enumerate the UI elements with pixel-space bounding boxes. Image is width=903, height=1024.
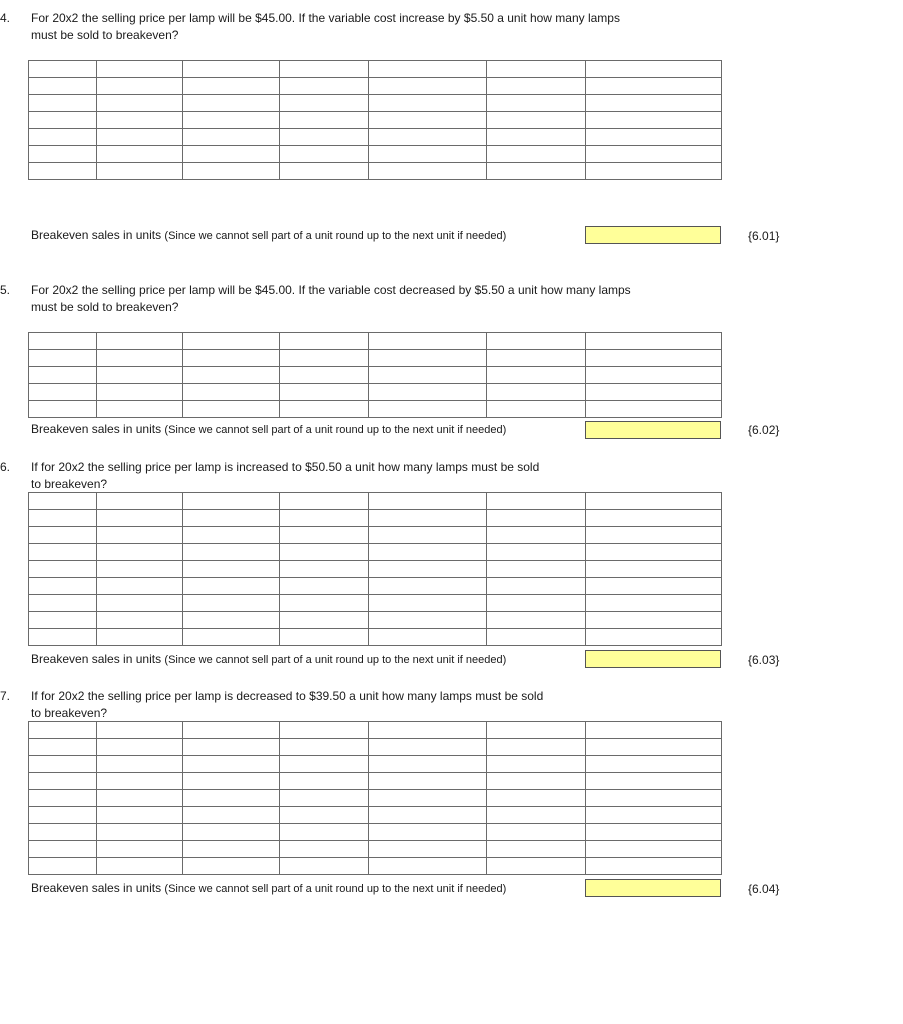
grid-cell[interactable] (29, 595, 97, 612)
grid-row (29, 350, 722, 367)
grid-cell[interactable] (586, 841, 722, 858)
grid-row (29, 146, 722, 163)
grid-cell[interactable] (29, 510, 97, 527)
grid-cell[interactable] (280, 773, 369, 790)
grid-cell[interactable] (183, 350, 280, 367)
grid-cell[interactable] (29, 95, 97, 112)
grid-cell[interactable] (97, 807, 183, 824)
grid-cell[interactable] (280, 367, 369, 384)
answer-cell[interactable] (585, 650, 721, 668)
reference-code: {6.02} (748, 423, 780, 437)
grid-cell[interactable] (183, 78, 280, 95)
grid-cell[interactable] (586, 629, 722, 646)
grid-cell[interactable] (29, 773, 97, 790)
grid-cell[interactable] (487, 595, 586, 612)
breakeven-note: (Since we cannot sell part of a unit round up to the next unit if needed) (164, 883, 507, 895)
grid-row (29, 112, 722, 129)
grid-cell[interactable] (183, 367, 280, 384)
grid-cell[interactable] (97, 129, 183, 146)
work-grid[interactable] (28, 721, 722, 875)
grid-cell[interactable] (183, 384, 280, 401)
grid-cell[interactable] (487, 739, 586, 756)
question-line: must be sold to breakeven? (31, 28, 179, 42)
grid-cell[interactable] (369, 510, 487, 527)
grid-cell[interactable] (97, 790, 183, 807)
breakeven-label (31, 228, 506, 244)
grid-cell[interactable] (487, 722, 586, 739)
grid-cell[interactable] (183, 510, 280, 527)
grid-cell[interactable] (29, 858, 97, 875)
question-line: to breakeven? (31, 477, 108, 491)
grid-cell[interactable] (487, 367, 586, 384)
grid-cell[interactable] (183, 527, 280, 544)
grid-cell[interactable] (586, 493, 722, 510)
question-number: 7. (0, 689, 11, 703)
grid-cell[interactable] (183, 841, 280, 858)
grid-cell[interactable] (586, 807, 722, 824)
grid-cell[interactable] (183, 561, 280, 578)
grid-cell[interactable] (369, 773, 487, 790)
grid-cell[interactable] (586, 367, 722, 384)
grid-row (29, 401, 722, 418)
grid-row (29, 824, 722, 841)
grid-row (29, 367, 722, 384)
grid-cell[interactable] (97, 739, 183, 756)
grid-cell[interactable] (29, 112, 97, 129)
grid-cell[interactable] (280, 841, 369, 858)
grid-cell[interactable] (586, 163, 722, 180)
question-line: For 20x2 the selling price per lamp will be $45.00. If the variable cost increase by $5.50 a unit how many lamps (31, 11, 620, 25)
breakeven-label (31, 881, 506, 897)
grid-row (29, 510, 722, 527)
grid-cell[interactable] (183, 333, 280, 350)
grid-cell[interactable] (487, 384, 586, 401)
question-line: For 20x2 the selling price per lamp will be $45.00. If the variable cost decreased by $5.50 a unit how many lamps (31, 283, 631, 297)
grid-cell[interactable] (183, 756, 280, 773)
grid-cell[interactable] (586, 129, 722, 146)
grid-row (29, 612, 722, 629)
grid-cell[interactable] (29, 333, 97, 350)
grid-cell[interactable] (586, 544, 722, 561)
grid-row (29, 773, 722, 790)
grid-cell[interactable] (280, 95, 369, 112)
grid-cell[interactable] (586, 561, 722, 578)
grid-cell[interactable] (183, 95, 280, 112)
grid-cell[interactable] (183, 722, 280, 739)
grid-cell[interactable] (183, 739, 280, 756)
grid-cell[interactable] (183, 61, 280, 78)
grid-cell[interactable] (29, 163, 97, 180)
grid-cell[interactable] (280, 722, 369, 739)
grid-cell[interactable] (487, 790, 586, 807)
work-grid[interactable] (28, 332, 722, 418)
grid-cell[interactable] (183, 629, 280, 646)
grid-cell[interactable] (280, 350, 369, 367)
grid-cell[interactable] (183, 807, 280, 824)
grid-cell[interactable] (586, 527, 722, 544)
answer-cell[interactable] (585, 226, 721, 244)
question-text (31, 688, 543, 722)
grid-cell[interactable] (29, 629, 97, 646)
grid-cell[interactable] (369, 333, 487, 350)
question-number: 4. (0, 11, 11, 25)
breakeven-note: (Since we cannot sell part of a unit round up to the next unit if needed) (164, 424, 507, 436)
grid-row (29, 807, 722, 824)
grid-cell[interactable] (369, 367, 487, 384)
grid-cell[interactable] (586, 595, 722, 612)
grid-cell[interactable] (280, 595, 369, 612)
grid-cell[interactable] (183, 595, 280, 612)
grid-cell[interactable] (29, 841, 97, 858)
grid-cell[interactable] (586, 773, 722, 790)
breakeven-label-text: Breakeven sales in units (31, 881, 162, 895)
grid-cell[interactable] (97, 756, 183, 773)
grid-cell[interactable] (183, 129, 280, 146)
grid-cell[interactable] (586, 578, 722, 595)
grid-row (29, 95, 722, 112)
grid-cell[interactable] (183, 578, 280, 595)
grid-cell[interactable] (280, 544, 369, 561)
grid-row (29, 544, 722, 561)
grid-cell[interactable] (369, 493, 487, 510)
grid-cell[interactable] (369, 146, 487, 163)
grid-cell[interactable] (280, 129, 369, 146)
grid-cell[interactable] (280, 629, 369, 646)
grid-cell[interactable] (369, 858, 487, 875)
grid-cell[interactable] (29, 493, 97, 510)
grid-cell[interactable] (280, 163, 369, 180)
grid-cell[interactable] (97, 578, 183, 595)
grid-cell[interactable] (97, 561, 183, 578)
grid-cell[interactable] (29, 384, 97, 401)
grid-cell[interactable] (97, 61, 183, 78)
grid-cell[interactable] (280, 756, 369, 773)
grid-cell[interactable] (586, 722, 722, 739)
grid-cell[interactable] (97, 401, 183, 418)
grid-cell[interactable] (97, 112, 183, 129)
question-line: must be sold to breakeven? (31, 300, 179, 314)
grid-cell[interactable] (280, 858, 369, 875)
grid-cell[interactable] (369, 527, 487, 544)
grid-cell[interactable] (97, 527, 183, 544)
grid-cell[interactable] (586, 612, 722, 629)
grid-row (29, 333, 722, 350)
grid-cell[interactable] (29, 722, 97, 739)
grid-cell[interactable] (29, 129, 97, 146)
question-line: If for 20x2 the selling price per lamp is increased to $50.50 a unit how many lamps must be sold (31, 460, 540, 474)
grid-cell[interactable] (369, 384, 487, 401)
grid-cell[interactable] (487, 756, 586, 773)
answer-cell[interactable] (585, 421, 721, 439)
grid-cell[interactable] (369, 841, 487, 858)
breakeven-note: (Since we cannot sell part of a unit round up to the next unit if needed) (164, 654, 507, 666)
grid-cell[interactable] (97, 146, 183, 163)
grid-cell[interactable] (487, 146, 586, 163)
grid-cell[interactable] (97, 612, 183, 629)
grid-cell[interactable] (280, 78, 369, 95)
breakeven-label-text: Breakeven sales in units (31, 228, 162, 242)
grid-cell[interactable] (183, 544, 280, 561)
grid-cell[interactable] (29, 78, 97, 95)
grid-cell[interactable] (369, 129, 487, 146)
grid-cell[interactable] (29, 756, 97, 773)
grid-cell[interactable] (29, 146, 97, 163)
grid-cell[interactable] (487, 333, 586, 350)
work-grid[interactable] (28, 492, 722, 646)
grid-cell[interactable] (487, 841, 586, 858)
grid-cell[interactable] (280, 612, 369, 629)
grid-cell[interactable] (280, 401, 369, 418)
grid-cell[interactable] (97, 824, 183, 841)
grid-row (29, 722, 722, 739)
grid-cell[interactable] (280, 561, 369, 578)
grid-cell[interactable] (183, 163, 280, 180)
grid-cell[interactable] (586, 112, 722, 129)
work-grid[interactable] (28, 60, 722, 180)
grid-cell[interactable] (97, 722, 183, 739)
grid-cell[interactable] (487, 629, 586, 646)
question-number: 5. (0, 283, 11, 297)
grid-cell[interactable] (586, 350, 722, 367)
grid-cell[interactable] (369, 112, 487, 129)
grid-cell[interactable] (183, 773, 280, 790)
grid-cell[interactable] (280, 739, 369, 756)
grid-row (29, 578, 722, 595)
grid-cell[interactable] (586, 756, 722, 773)
breakeven-label (31, 652, 506, 668)
grid-cell[interactable] (29, 612, 97, 629)
grid-cell[interactable] (280, 807, 369, 824)
grid-cell[interactable] (369, 561, 487, 578)
reference-code: {6.03} (748, 653, 780, 667)
grid-cell[interactable] (369, 544, 487, 561)
grid-row (29, 61, 722, 78)
grid-cell[interactable] (183, 401, 280, 418)
grid-row (29, 163, 722, 180)
grid-cell[interactable] (586, 384, 722, 401)
grid-cell[interactable] (487, 612, 586, 629)
grid-cell[interactable] (487, 807, 586, 824)
grid-cell[interactable] (97, 773, 183, 790)
grid-cell[interactable] (369, 61, 487, 78)
reference-code: {6.01} (748, 229, 780, 243)
grid-cell[interactable] (97, 629, 183, 646)
grid-cell[interactable] (369, 807, 487, 824)
grid-cell[interactable] (29, 350, 97, 367)
grid-row (29, 527, 722, 544)
grid-cell[interactable] (29, 544, 97, 561)
grid-cell[interactable] (369, 722, 487, 739)
grid-cell[interactable] (29, 824, 97, 841)
grid-cell[interactable] (369, 790, 487, 807)
grid-cell[interactable] (369, 163, 487, 180)
grid-cell[interactable] (487, 95, 586, 112)
grid-cell[interactable] (369, 95, 487, 112)
grid-cell[interactable] (487, 578, 586, 595)
grid-cell[interactable] (97, 367, 183, 384)
grid-cell[interactable] (97, 333, 183, 350)
grid-cell[interactable] (586, 95, 722, 112)
grid-cell[interactable] (183, 493, 280, 510)
grid-cell[interactable] (586, 146, 722, 163)
grid-row (29, 756, 722, 773)
grid-cell[interactable] (487, 561, 586, 578)
grid-cell[interactable] (97, 384, 183, 401)
grid-cell[interactable] (97, 78, 183, 95)
grid-cell[interactable] (487, 401, 586, 418)
grid-cell[interactable] (29, 807, 97, 824)
grid-cell[interactable] (29, 561, 97, 578)
grid-cell[interactable] (369, 629, 487, 646)
question-line: to breakeven? (31, 706, 108, 720)
breakeven-label-text: Breakeven sales in units (31, 422, 162, 436)
grid-row (29, 78, 722, 95)
grid-cell[interactable] (29, 739, 97, 756)
grid-cell[interactable] (487, 129, 586, 146)
grid-cell[interactable] (97, 841, 183, 858)
grid-cell[interactable] (369, 595, 487, 612)
grid-cell[interactable] (97, 95, 183, 112)
grid-cell[interactable] (183, 146, 280, 163)
grid-cell[interactable] (280, 824, 369, 841)
grid-cell[interactable] (487, 824, 586, 841)
grid-row (29, 790, 722, 807)
grid-cell[interactable] (487, 112, 586, 129)
grid-cell[interactable] (97, 544, 183, 561)
grid-row (29, 841, 722, 858)
grid-cell[interactable] (280, 510, 369, 527)
grid-cell[interactable] (29, 790, 97, 807)
grid-row (29, 384, 722, 401)
grid-cell[interactable] (369, 578, 487, 595)
grid-cell[interactable] (369, 612, 487, 629)
grid-cell[interactable] (487, 163, 586, 180)
grid-cell[interactable] (586, 78, 722, 95)
grid-row (29, 129, 722, 146)
grid-cell[interactable] (487, 61, 586, 78)
grid-cell[interactable] (487, 858, 586, 875)
grid-cell[interactable] (29, 401, 97, 418)
grid-cell[interactable] (369, 756, 487, 773)
grid-cell[interactable] (586, 61, 722, 78)
grid-row (29, 858, 722, 875)
grid-cell[interactable] (487, 773, 586, 790)
question-line: If for 20x2 the selling price per lamp is decreased to $39.50 a unit how many lamps must be sold (31, 689, 544, 703)
grid-row (29, 561, 722, 578)
grid-cell[interactable] (487, 493, 586, 510)
grid-cell[interactable] (586, 401, 722, 418)
breakeven-label-text: Breakeven sales in units (31, 652, 162, 666)
grid-cell[interactable] (369, 401, 487, 418)
grid-cell[interactable] (280, 146, 369, 163)
grid-cell[interactable] (487, 510, 586, 527)
grid-cell[interactable] (183, 790, 280, 807)
grid-row (29, 739, 722, 756)
grid-cell[interactable] (280, 493, 369, 510)
grid-cell[interactable] (369, 350, 487, 367)
grid-cell[interactable] (280, 578, 369, 595)
grid-cell[interactable] (29, 367, 97, 384)
question-text (31, 10, 620, 44)
grid-cell[interactable] (586, 790, 722, 807)
question-number: 6. (0, 460, 11, 474)
breakeven-label (31, 422, 506, 438)
grid-cell[interactable] (280, 333, 369, 350)
grid-cell[interactable] (97, 350, 183, 367)
breakeven-note: (Since we cannot sell part of a unit round up to the next unit if needed) (164, 230, 507, 242)
grid-cell[interactable] (369, 78, 487, 95)
grid-cell[interactable] (97, 595, 183, 612)
grid-cell[interactable] (280, 61, 369, 78)
grid-cell[interactable] (97, 493, 183, 510)
grid-cell[interactable] (97, 510, 183, 527)
question-text (31, 459, 539, 493)
grid-cell[interactable] (183, 612, 280, 629)
grid-cell[interactable] (280, 112, 369, 129)
grid-cell[interactable] (183, 112, 280, 129)
grid-cell[interactable] (97, 163, 183, 180)
grid-cell[interactable] (369, 824, 487, 841)
grid-cell[interactable] (29, 578, 97, 595)
reference-code: {6.04} (748, 882, 780, 896)
grid-cell[interactable] (586, 739, 722, 756)
grid-cell[interactable] (280, 790, 369, 807)
grid-cell[interactable] (487, 350, 586, 367)
grid-cell[interactable] (586, 858, 722, 875)
grid-cell[interactable] (183, 824, 280, 841)
grid-cell[interactable] (183, 858, 280, 875)
grid-cell[interactable] (586, 333, 722, 350)
grid-cell[interactable] (369, 739, 487, 756)
grid-cell[interactable] (487, 527, 586, 544)
grid-cell[interactable] (97, 858, 183, 875)
grid-cell[interactable] (487, 78, 586, 95)
grid-row (29, 493, 722, 510)
grid-cell[interactable] (586, 824, 722, 841)
grid-cell[interactable] (280, 527, 369, 544)
answer-cell[interactable] (585, 879, 721, 897)
grid-cell[interactable] (29, 527, 97, 544)
grid-cell[interactable] (487, 544, 586, 561)
grid-cell[interactable] (280, 384, 369, 401)
grid-cell[interactable] (586, 510, 722, 527)
grid-row (29, 629, 722, 646)
grid-cell[interactable] (29, 61, 97, 78)
grid-row (29, 595, 722, 612)
question-text (31, 282, 631, 316)
